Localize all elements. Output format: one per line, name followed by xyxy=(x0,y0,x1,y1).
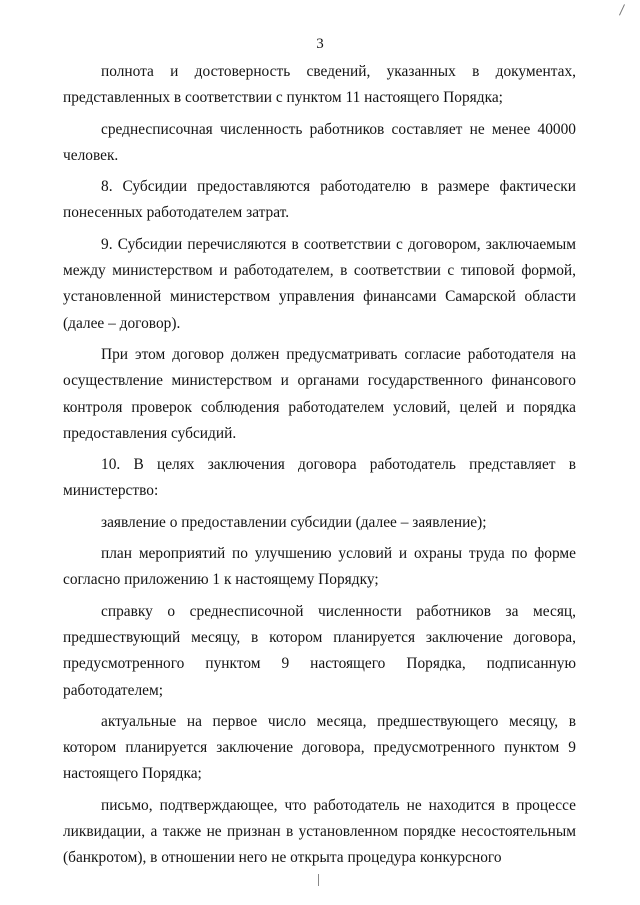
paragraph-letter: письмо, подтверждающее, что работодатель не находится в процессе ликвидации, а также не признан в установленном порядке несостоятельным (банкротом), в отношении него не открыта процедура конкурсного xyxy=(63,796,576,867)
scan-mark-bottom xyxy=(318,874,319,886)
paragraph-item-9: 9. Субсидии перечисляются в соответствии с договором, заключаемым между министерством и работодателем, в соответствии с типовой формой, установленной министерством управления финансами Самарской области (далее – договор). xyxy=(63,235,576,332)
paragraph-headcount: среднесписочная численность работников составляет не менее 40000 человек. xyxy=(63,120,576,164)
document-body xyxy=(63,59,576,872)
paragraph-item-8: 8. Субсидии предоставляются работодателю в размере фактически понесенных работодателем затрат. xyxy=(63,178,576,222)
paragraph-plan: план мероприятий по улучшению условий и охраны труда по форме согласно приложению 1 к настоящему Порядку; xyxy=(63,545,576,589)
page-number: 3 xyxy=(316,36,324,52)
paragraph-actual: актуальные на первое число месяца, предшествующего месяцу, в котором планируется заключение договора, предусмотренного пунктом 9 настоящего Порядка; xyxy=(63,712,576,783)
scan-mark xyxy=(619,4,634,20)
paragraph-consent: При этом договор должен предусматривать согласие работодателя на осуществление министерством и органами государственного финансового контроля проверок соблюдения работодателем условий, целей и порядка предоставления субсидий. xyxy=(63,345,576,442)
paragraph-completeness: полнота и достоверность сведений, указанных в документах, представленных в соответствии с пунктом 11 настоящего Порядка; xyxy=(63,63,576,107)
paragraph-item-10: 10. В целях заключения договора работодатель представляет в министерство: xyxy=(63,456,576,500)
paragraph-certificate: справку о среднесписочной численности работников за месяц, предшествующий месяцу, в котором планируется заключение договора, предусмотренного пунктом 9 настоящего Порядка, подписанную работодателем; xyxy=(63,602,576,699)
paragraph-application: заявление о предоставлении субсидии (далее – заявление); xyxy=(101,513,487,531)
